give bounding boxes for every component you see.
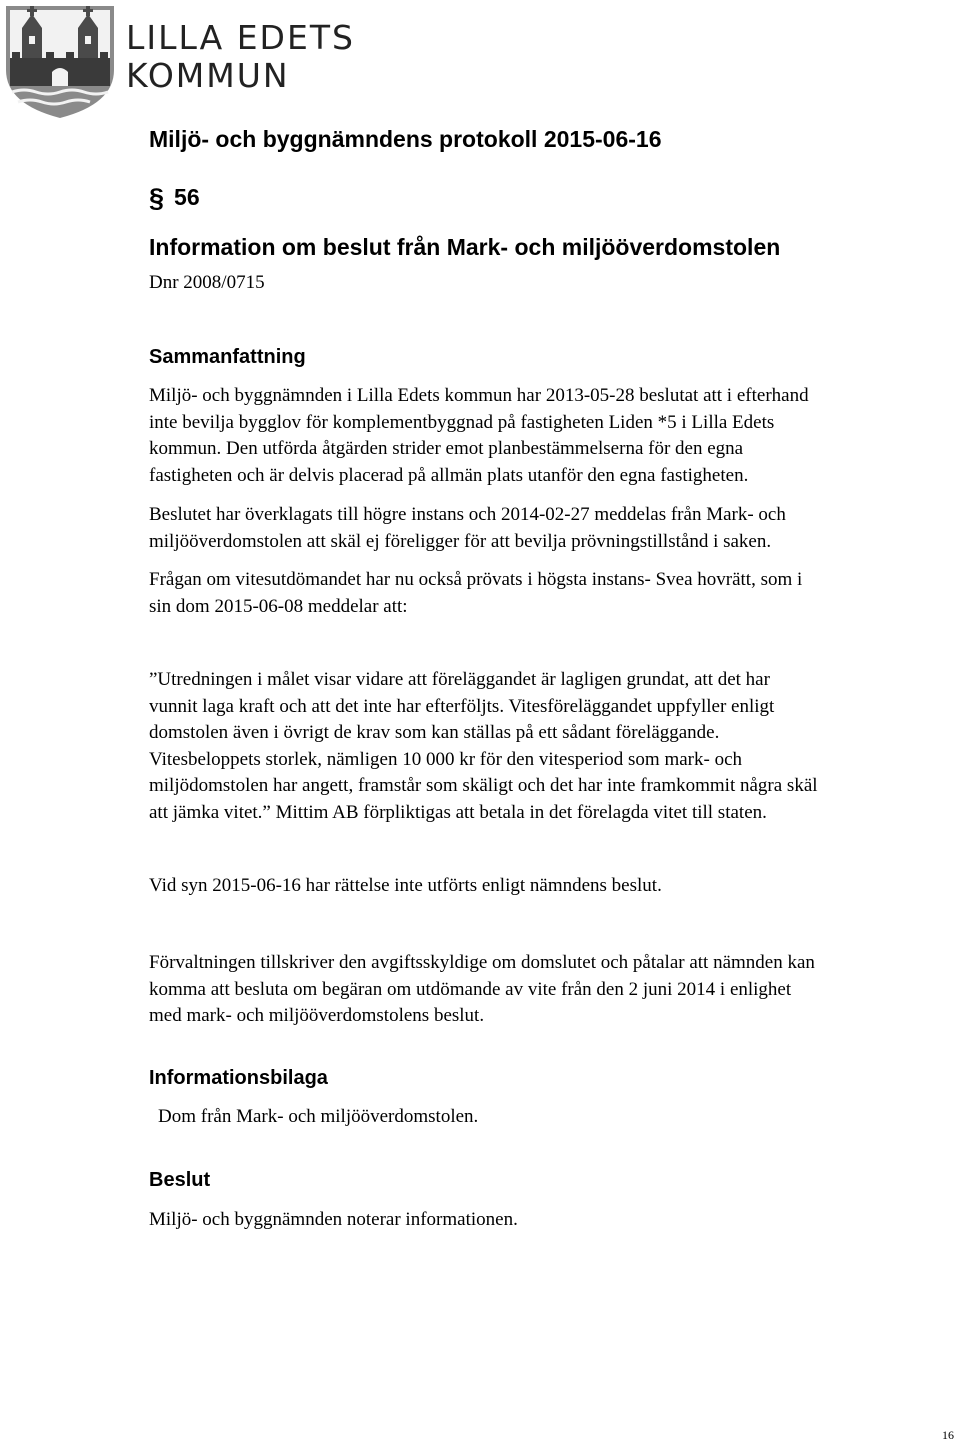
text-line: komma att besluta om begäran om utdömande av vite från den 2 juni 2014 i enlighet — [149, 978, 792, 1000]
court-quote — [149, 667, 959, 826]
protocol-title: Miljö- och byggnämndens protokoll 2015-06-16 — [149, 126, 662, 152]
fine-paragraph — [149, 567, 959, 620]
text-line: Vid syn 2015-06-16 har rättelse inte utförts enligt nämndens beslut. — [149, 875, 662, 896]
paragraph-number: 56 — [174, 184, 200, 210]
text-line: sin dom 2015-06-08 meddelar att: — [149, 595, 408, 617]
decision-text — [149, 1207, 959, 1234]
dnr-number: Dnr 2008/0715 — [149, 272, 265, 293]
administration-paragraph — [149, 950, 959, 1030]
text-line: med mark- och miljööverdomstolens beslut. — [149, 1005, 485, 1026]
text-line: inte bevilja bygglov för komplementbyggnad på fastigheten Liden *5 i Lilla Edets — [149, 411, 775, 433]
text-line: fastigheten och är delvis placerad på allmän plats utanför den egna fastigheten. — [149, 464, 749, 486]
text-line: miljööverdomstolen att skäl ej föreligger för att bevilja prövningstillstånd i saken. — [149, 530, 772, 552]
text-line: kommun. Den utförda åtgärden strider emot planbestämmelserna för den egna — [149, 438, 744, 459]
text-line: miljödomstolen har angett, framstår som skäligt och det har inte framkommit några skäl — [149, 775, 818, 796]
section-heading-beslut: Beslut — [149, 1169, 211, 1191]
paragraph-heading — [149, 181, 200, 212]
paragraph-symbol: § — [149, 183, 165, 213]
logo-text-line1: LILLA EDETS — [126, 18, 355, 57]
summary-paragraph — [149, 383, 959, 489]
text-line: vunnit laga kraft och att det inte har efterföljts. Vitesföreläggandet uppfyller enligt — [149, 695, 775, 717]
section-heading-informationsbilaga: Informationsbilaga — [149, 1067, 328, 1089]
text-line: Miljö- och byggnämnden i Lilla Edets kommun har 2013-05-28 beslutat att i efterhand — [149, 385, 809, 406]
text-line: att jämka vitet.” Mittim AB förpliktigas att betala in det förelagda vitet till staten. — [149, 801, 767, 823]
text-line: Vitesbeloppets storlek, nämligen 10 000 kr för den vitesperiod som mark- och — [149, 748, 743, 770]
text-line: Frågan om vitesutdömandet har nu också prövats i högsta instans- Svea hovrätt, som i — [149, 569, 803, 590]
text-line: Förvaltningen tillskriver den avgiftsskyldige om domslutet och påtalar att nämnden kan — [149, 952, 815, 973]
text-line: Dom från Mark- och miljööverdomstolen. — [158, 1106, 479, 1127]
text-line: domstolen även i övrigt de krav som kan ställas på ett sådant föreläggande. — [149, 722, 720, 743]
text-line: Beslutet har överklagats till högre instans och 2014-02-27 meddelas från Mark- och — [149, 504, 786, 525]
document-title: Information om beslut från Mark- och miljööverdomstolen — [149, 234, 781, 260]
text-line: Miljö- och byggnämnden noterar informationen. — [149, 1209, 518, 1230]
logo-text-line2: KOMMUN — [126, 56, 290, 95]
appeal-paragraph — [149, 502, 959, 555]
page-number: 16 — [942, 1428, 954, 1442]
coat-of-arms-icon — [0, 0, 120, 120]
section-heading-sammanfattning: Sammanfattning — [149, 346, 306, 368]
text-line: ”Utredningen i målet visar vidare att föreläggandet är lagligen grundat, att det har — [149, 669, 770, 690]
inspection-paragraph — [149, 873, 959, 900]
municipality-logo — [0, 0, 120, 120]
attachment-item — [158, 1104, 960, 1131]
